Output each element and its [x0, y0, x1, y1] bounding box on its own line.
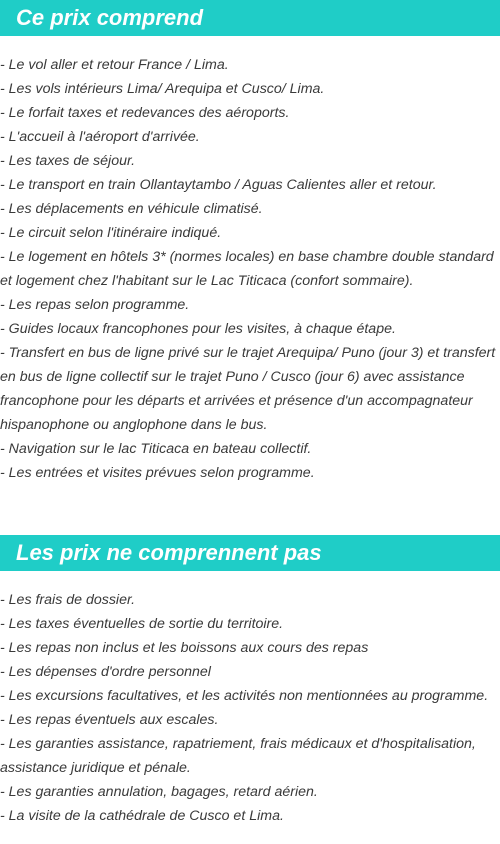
list-item: - Les garanties assistance, rapatriement, frais médicaux et d'hospitalisation, assistance juridique et pénale. — [0, 736, 476, 776]
list-item: - Les entrées et visites prévues selon programme. — [0, 465, 315, 481]
section-title-excludes: Les prix ne comprennent pas — [0, 535, 500, 571]
list-item: - Les excursions facultatives, et les activités non mentionnées au programme. — [0, 688, 489, 704]
list-item: - Le logement en hôtels 3* (normes locales) en base chambre double standard et logement chez l'habitant sur le Lac Titicaca (confort sommaire). — [0, 249, 494, 289]
includes-list — [0, 36, 500, 485]
list-item: - Les repas selon programme. — [0, 297, 190, 313]
list-item: - Les dépenses d'ordre personnel — [0, 664, 211, 680]
list-item: - Guides locaux francophones pour les visites, à chaque étape. — [0, 321, 396, 337]
list-item: - Les taxes de séjour. — [0, 153, 136, 169]
list-item: - Les repas éventuels aux escales. — [0, 712, 219, 728]
section-title-includes: Ce prix comprend — [0, 0, 500, 36]
excludes-list — [0, 571, 500, 828]
list-item: - Les déplacements en véhicule climatisé. — [0, 201, 263, 217]
price-excludes-section — [0, 535, 500, 828]
list-item: - Les vols intérieurs Lima/ Arequipa et Cusco/ Lima. — [0, 81, 325, 97]
list-item: - Le circuit selon l'itinéraire indiqué. — [0, 225, 222, 241]
list-item: - Les garanties annulation, bagages, retard aérien. — [0, 784, 318, 800]
list-item: - L'accueil à l'aéroport d'arrivée. — [0, 129, 200, 145]
list-item: - Le transport en train Ollantaytambo / Aguas Calientes aller et retour. — [0, 177, 437, 193]
list-item: - Le forfait taxes et redevances des aéroports. — [0, 105, 290, 121]
list-item: - Le vol aller et retour France / Lima. — [0, 57, 229, 73]
list-item: - Transfert en bus de ligne privé sur le trajet Arequipa/ Puno (jour 3) et transfert en bus de ligne collectif sur le trajet Puno / Cusco (jour 6) avec assistance francophone pour les départs et arrivées et présence d'un accompagnateur hispanophone ou anglophone dans le bus. — [0, 345, 496, 433]
list-item: - Les repas non inclus et les boissons aux cours des repas — [0, 640, 369, 656]
list-item: - Les taxes éventuelles de sortie du territoire. — [0, 616, 284, 632]
list-item: - La visite de la cathédrale de Cusco et Lima. — [0, 808, 284, 824]
list-item: - Les frais de dossier. — [0, 592, 136, 608]
list-item: - Navigation sur le lac Titicaca en bateau collectif. — [0, 441, 312, 457]
